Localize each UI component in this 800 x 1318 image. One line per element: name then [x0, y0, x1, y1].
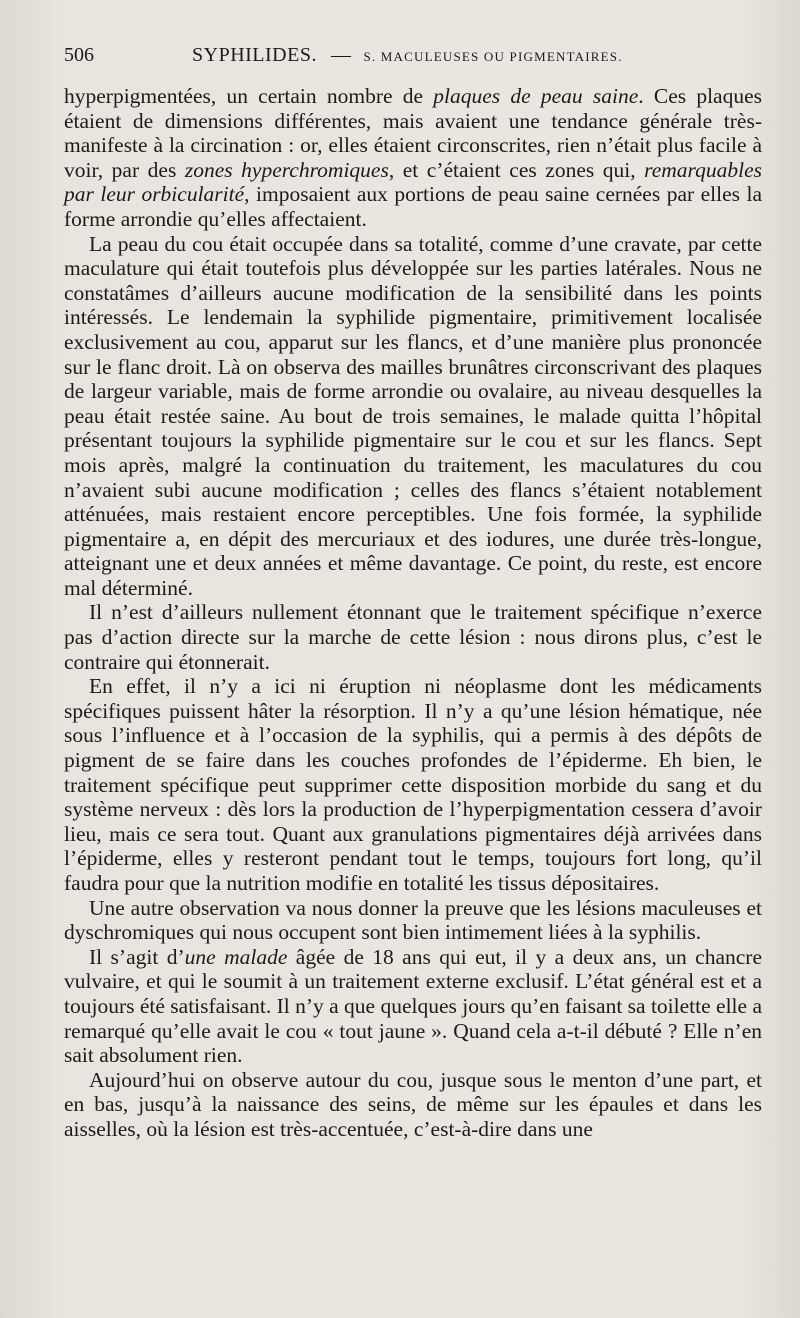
paragraph — [64, 945, 762, 1068]
text-run: La peau du cou était occupée dans sa totalité, comme d’une cravate, par cette maculature qui était toutefois plus développée sur les parties latérales. Nous ne constatâmes d’ailleurs aucune modification de la sensibilité dans les points intéressés. Le lendemain la syphilide pigmentaire, primitivement localisée exclusivement au cou, apparut sur les flancs, et d’une manière plus prononcée sur le flanc droit. Là on observa des mailles brunâtres circonscrivant des plaques de largeur variable, mais de forme arrondie ou ovalaire, au niveau desquelles la peau était restée saine. Au bout de trois semaines, le malade quitta l’hôpital présentant toujours la syphilide pigmentaire sur le cou et sur les flancs. Sept mois après, malgré la continuation du traitement, les maculatures du cou n’avaient subi aucune modification ; celles des flancs s’étaient notablement atténuées, mais restaient encore perceptibles. Une fois formée, la syphilide pigmentaire a, en dépit des mercuriaux et des iodures, une durée très-longue, atteignant une et deux années et même davantage. Ce point, du reste, est encore mal déterminé. — [64, 231, 762, 600]
paragraph — [64, 896, 762, 945]
italic-text: zones hyperchromiques — [184, 157, 389, 182]
paragraph — [64, 84, 762, 232]
text-run: En effet, il n’y a ici ni éruption ni néoplasme dont les médicaments spécifiques puissent hâter la résorption. Il n’y a qu’une lésion hématique, née sous l’influence et à l’occasion de la syphilis, qui a permis à des dépôts de pigment de se faire dans les couches profondes de l’épiderme. Eh bien, le traitement spécifique peut supprimer cette disposition morbide du sang et du système nerveux : dès lors la production de l’hyperpigmentation cessera d’avoir lieu, mais ce sera tout. Quant aux granulations pigmentaires déjà arrivées dans l’épiderme, elles y resteront pendant tout le temps, toujours fort long, qu’il faudra pour que la nutrition modifie en totalité les tissus dépositaires. — [64, 674, 762, 895]
text-run: Une autre observation va nous donner la preuve que les lésions maculeuses et dyschromiques qui nous occupent sont bien intimement liées à la syphilis. — [64, 895, 762, 945]
text-run: Aujourd’hui on observe autour du cou, jusque sous le menton d’une part, et en bas, jusqu’à la naissance des seins, de même sur les épaules et dans les aisselles, où la lésion est très-accentuée, c’est-à-dire dans une — [64, 1067, 762, 1141]
italic-text: une malade — [184, 944, 288, 969]
paragraph — [64, 674, 762, 895]
title-dash: — — [330, 44, 352, 66]
text-run: . Ces plaques étaient de dimensions différentes, mais avaient une tendance générale très-manifeste à la circination : or, elles étaient circonscrites, rien n’était plus facile à voir, par des — [64, 84, 762, 182]
text-run: , et c’étaient ces zones qui, — [388, 157, 645, 182]
italic-text: remarquables par leur orbicularité — [64, 157, 762, 207]
body-text — [64, 84, 762, 1142]
running-title: SYPHILIDES. — [192, 44, 317, 66]
italic-text: plaques de peau saine — [433, 84, 639, 108]
text-run: Il n’est d’ailleurs nullement étonnant que le traitement spécifique n’exerce pas d’action directe sur la marche de cette lésion : nous dirons plus, c’est le contraire qui étonnerait. — [64, 600, 762, 674]
running-header — [64, 44, 762, 84]
running-subtitle: S. MACULEUSES OU PIGMENTAIRES. — [363, 49, 623, 64]
paragraph — [64, 600, 762, 674]
text-run: hyperpigmentées, un certain nombre de — [64, 84, 434, 108]
text-run: âgée de 18 ans qui eut, il y a deux ans, un chancre vulvaire, et qui le soumit à un traitement externe exclusif. L’état général est et a toujours été satisfaisant. Il n’y a que quelques jours qu’en faisant sa toilette elle a remarqué qu’elle avait le cou « tout jaune ». Quand cela a-t-il débuté ? Elle n’en sait absolument rien. — [64, 944, 762, 1068]
page-number: 506 — [64, 44, 94, 66]
text-run: Il s’agit d’ — [89, 944, 185, 969]
paragraph — [64, 1068, 762, 1142]
text-run: , imposaient aux portions de peau saine cernées par elles la forme arrondie qu’elles affectaient. — [64, 182, 763, 231]
paragraph — [64, 232, 762, 601]
